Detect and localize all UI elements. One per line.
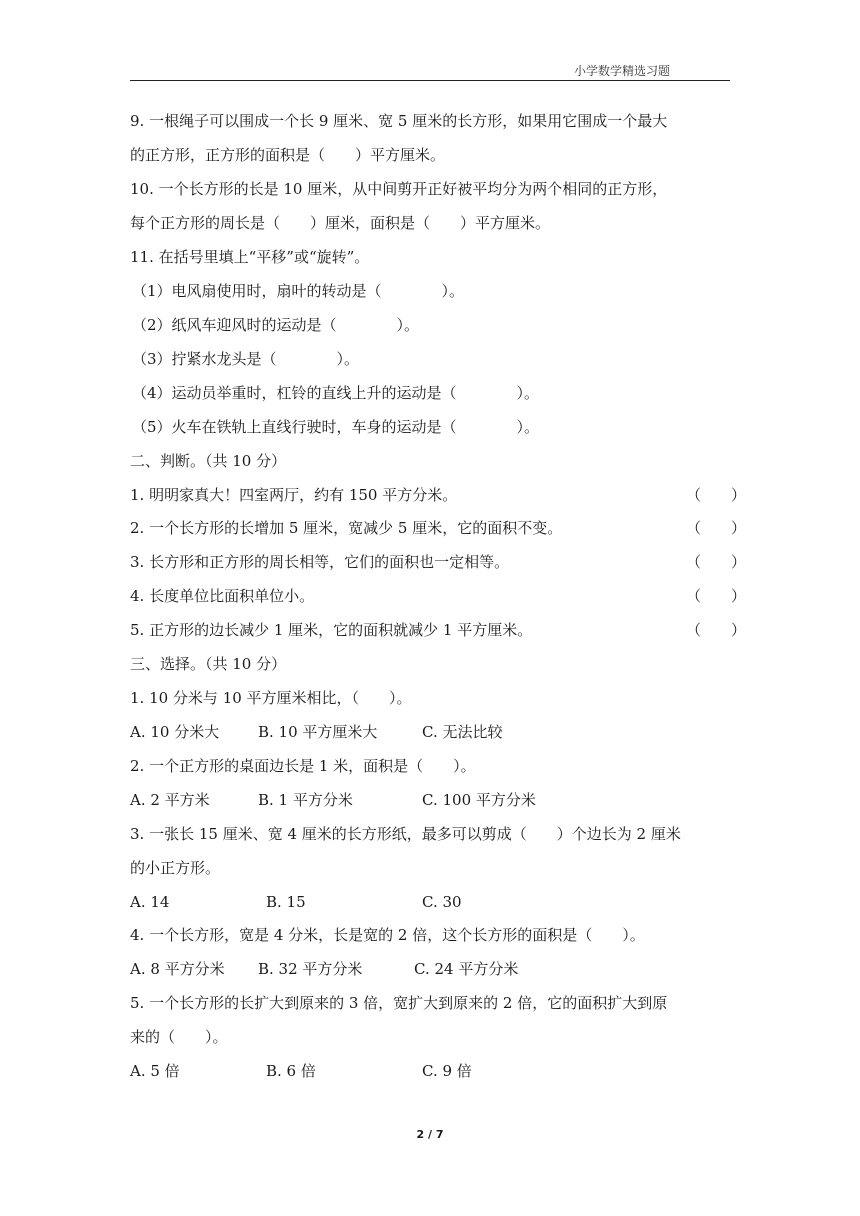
judge-item-2: 2. 一个长方形的长增加 5 厘米，宽减少 5 厘米，它的面积不变。 bbox=[130, 519, 563, 537]
question-11: 11. 在括号里填上“平移”或“旋转”。 bbox=[130, 248, 370, 266]
judge-item-4: 4. 长度单位比面积单位小。 bbox=[130, 587, 315, 605]
judge-answer-bracket-5: （ ） bbox=[686, 621, 747, 639]
page-number: 2 / 7 bbox=[416, 1128, 444, 1141]
question-10-line-2: 每个正方形的周长是（ ）厘米，面积是（ ）平方厘米。 bbox=[130, 214, 551, 232]
judge-item-5: 5. 正方形的边长减少 1 厘米，它的面积就减少 1 平方厘米。 bbox=[130, 621, 533, 639]
question-10-line-1: 10. 一个长方形的长是 10 厘米，从中间剪开正好被平均分为两个相同的正方形， bbox=[130, 180, 668, 198]
judge-answer-bracket-1: （ ） bbox=[686, 486, 747, 504]
choice-5-option-b: B. 6 倍 bbox=[266, 1062, 316, 1080]
choice-1-option-b: B. 10 平方厘米大 bbox=[258, 723, 378, 741]
choice-question-1: 1. 10 分米与 10 平方厘米相比，（ ）。 bbox=[130, 689, 412, 707]
choice-question-4: 4. 一个长方形，宽是 4 分米，长是宽的 2 倍，这个长方形的面积是（ ）。 bbox=[130, 926, 645, 944]
judge-answer-bracket-3: （ ） bbox=[686, 553, 747, 571]
choice-question-5-line-2: 来的（ ）。 bbox=[130, 1028, 228, 1046]
choice-question-2: 2. 一个正方形的桌面边长是 1 米，面积是（ ）。 bbox=[130, 757, 476, 775]
choice-5-option-a: A. 5 倍 bbox=[130, 1062, 180, 1080]
question-11-item-4: （4）运动员举重时，杠铃的直线上升的运动是（ ）。 bbox=[132, 384, 540, 402]
choice-2-option-c: C. 100 平方分米 bbox=[422, 791, 536, 809]
choice-4-option-a: A. 8 平方分米 bbox=[130, 960, 225, 978]
question-11-item-2: （2）纸风车迎风时的运动是（ ）。 bbox=[132, 316, 420, 334]
judge-answer-bracket-2: （ ） bbox=[686, 519, 747, 537]
choice-3-option-a: A. 14 bbox=[130, 893, 170, 911]
choice-section-heading: 三、选择。（共 10 分） bbox=[130, 655, 287, 673]
judge-item-1: 1. 明明家真大！四室两厅，约有 150 平方分米。 bbox=[130, 486, 458, 504]
choice-question-3-line-1: 3. 一张长 15 厘米、宽 4 厘米的长方形纸，最多可以剪成（ ）个边长为 2 厘米 bbox=[130, 825, 681, 843]
choice-1-option-c: C. 无法比较 bbox=[422, 723, 503, 741]
choice-5-option-c: C. 9 倍 bbox=[422, 1062, 472, 1080]
choice-2-option-a: A. 2 平方米 bbox=[130, 791, 210, 809]
choice-4-option-b: B. 32 平方分米 bbox=[258, 960, 363, 978]
judge-section-heading: 二、判断。（共 10 分） bbox=[130, 452, 287, 470]
question-11-item-5: （5）火车在铁轨上直线行驶时，车身的运动是（ ）。 bbox=[132, 418, 540, 436]
choice-1-option-a: A. 10 分米大 bbox=[130, 723, 220, 741]
choice-question-3-line-2: 的小正方形。 bbox=[130, 859, 221, 877]
choice-4-option-c: C. 24 平方分米 bbox=[414, 960, 519, 978]
choice-2-option-b: B. 1 平方分米 bbox=[258, 791, 353, 809]
choice-3-option-b: B. 15 bbox=[266, 893, 306, 911]
judge-item-3: 3. 长方形和正方形的周长相等，它们的面积也一定相等。 bbox=[130, 553, 510, 571]
header-title: 小学数学精选习题 bbox=[573, 64, 670, 78]
question-11-item-1: （1）电风扇使用时，扇叶的转动是（ ）。 bbox=[132, 282, 465, 300]
choice-question-5-line-1: 5. 一个长方形的长扩大到原来的 3 倍，宽扩大到原来的 2 倍，它的面积扩大到原 bbox=[130, 994, 668, 1012]
question-9-line-1: 9. 一根绳子可以围成一个长 9 厘米、宽 5 厘米的长方形，如果用它围成一个最大 bbox=[130, 112, 668, 130]
question-11-item-3: （3）拧紧水龙头是（ ）。 bbox=[132, 350, 360, 368]
judge-answer-bracket-4: （ ） bbox=[686, 587, 747, 605]
page-header bbox=[130, 60, 730, 81]
question-9-line-2: 的正方形，正方形的面积是（ ）平方厘米。 bbox=[130, 146, 446, 164]
choice-3-option-c: C. 30 bbox=[422, 893, 462, 911]
